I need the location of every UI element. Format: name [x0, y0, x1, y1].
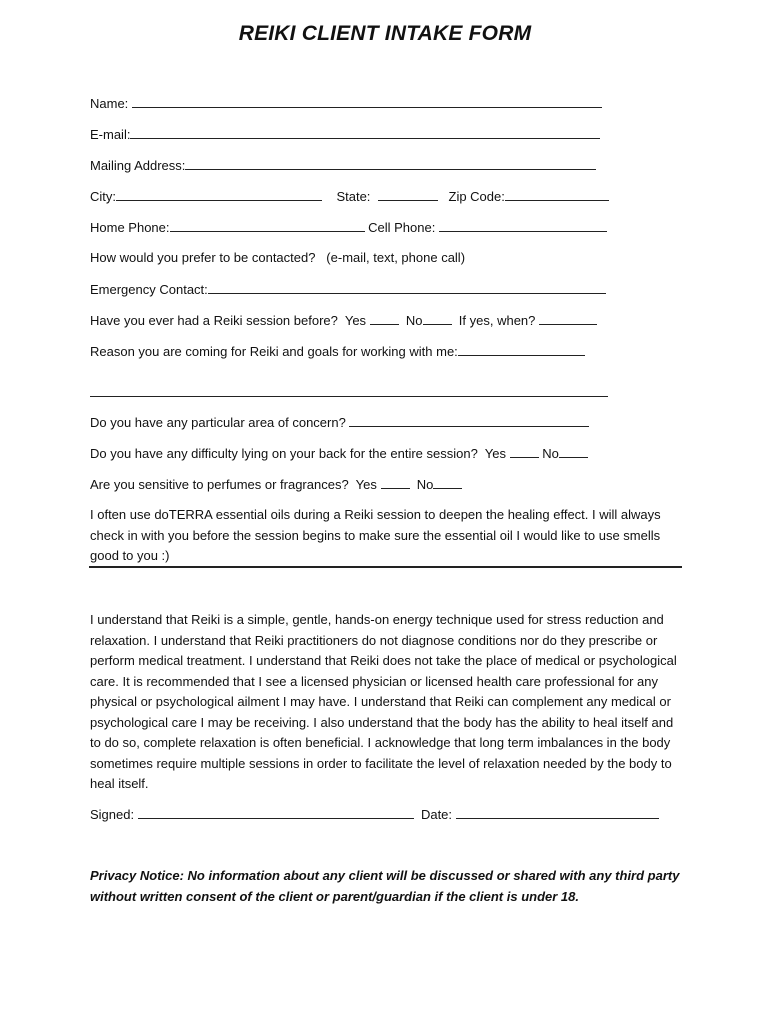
understanding-statement: I understand that Reiki is a simple, gentle, hands-on energy technique used for stress reduction and relaxation. I understand that Reiki practitioners do not diagnose conditions nor do they prescribe or perform medical treatment. I understand that Reiki does not take the place of medical or psychological care. It is recommended that I see a licensed physician or licensed health care professional for any physical or psychological ailment I may have. I understand that Reiki can complement any medical or psychological care I may be receiving. I also understand that the body has the ability to heal itself and to do so, complete relaxation is often beneficial. I acknowledge that long term imbalances in the body sometimes require multiple sessions in order to facilitate the level of relaxation needed by the body to heal itself. — [90, 612, 677, 791]
difficulty-yes-field[interactable] — [510, 445, 539, 458]
phone-row — [90, 219, 607, 236]
previous-session-no-field[interactable] — [423, 312, 452, 325]
concern-label: Do you have any particular area of concern? — [90, 415, 346, 430]
concern-row — [90, 414, 589, 431]
date-field[interactable] — [456, 806, 659, 819]
previous-session-yes-field[interactable] — [370, 312, 399, 325]
name-label: Name: — [90, 96, 129, 111]
reason-row — [90, 343, 585, 360]
mailing-address-row — [90, 157, 596, 174]
difficulty-row — [90, 445, 588, 462]
name-row — [90, 95, 602, 112]
contact-preference-label: How would you prefer to be contacted? (e-mail, text, phone call) — [90, 250, 466, 265]
difficulty-label: Do you have any difficulty lying on your back for the entire session? Yes — [90, 446, 507, 461]
if-yes-when-field[interactable] — [539, 312, 597, 325]
email-field[interactable] — [130, 126, 600, 139]
reason-field[interactable] — [458, 343, 585, 356]
zip-field[interactable] — [505, 188, 609, 201]
mailing-address-label: Mailing Address: — [90, 158, 186, 173]
cell-phone-field[interactable] — [439, 219, 607, 232]
sensitivity-no-label: No — [416, 477, 434, 492]
form-title: REIKI CLIENT INTAKE FORM — [238, 22, 532, 45]
reason-continuation-line[interactable] — [90, 396, 608, 397]
home-phone-field[interactable] — [170, 219, 365, 232]
difficulty-no-label: No — [542, 446, 559, 461]
state-field[interactable] — [378, 188, 438, 201]
sensitivity-yes-field[interactable] — [381, 476, 410, 489]
emergency-contact-row — [90, 281, 606, 298]
sensitivity-label: Are you sensitive to perfumes or fragrances? Yes — [90, 477, 377, 492]
reason-label: Reason you are coming for Reiki and goals for working with me: — [90, 344, 458, 359]
cell-phone-label: Cell Phone: — [368, 220, 436, 235]
signature-row — [90, 806, 659, 823]
state-label: State: — [336, 189, 371, 204]
signature-field[interactable] — [138, 806, 414, 819]
if-yes-label: If yes, when? — [458, 313, 536, 328]
email-row — [90, 126, 600, 143]
home-phone-label: Home Phone: — [90, 220, 170, 235]
concern-field[interactable] — [349, 414, 589, 427]
contact-preference-row — [90, 250, 465, 266]
emergency-contact-field[interactable] — [208, 281, 606, 294]
section-divider — [89, 566, 682, 568]
privacy-notice: Privacy Notice: No information about any client will be discussed or shared with any third party without written consent of the client or parent/guardian if the client is under 18. — [90, 868, 680, 904]
sensitivity-no-field[interactable] — [433, 476, 462, 489]
sensitivity-row — [90, 476, 462, 493]
city-state-zip-row — [90, 188, 609, 205]
previous-session-label: Have you ever had a Reiki session before? Yes — [90, 313, 367, 328]
city-label: City: — [90, 189, 116, 204]
zip-label: Zip Code: — [448, 189, 505, 204]
email-label: E-mail: — [90, 127, 131, 142]
city-field[interactable] — [116, 188, 322, 201]
mailing-address-field[interactable] — [185, 157, 596, 170]
emergency-contact-label: Emergency Contact: — [90, 282, 208, 297]
essential-oils-note: I often use doTERRA essential oils during a Reiki session to deepen the healing effect. I will always check in with you before the session begins to make sure the essential oil I would like to use smells good to you :) — [90, 507, 661, 563]
signed-label: Signed: — [90, 807, 135, 822]
date-label: Date: — [420, 807, 453, 822]
previous-session-row — [90, 312, 597, 329]
name-field[interactable] — [132, 95, 602, 108]
previous-session-no-label: No — [405, 313, 423, 328]
difficulty-no-field[interactable] — [559, 445, 588, 458]
